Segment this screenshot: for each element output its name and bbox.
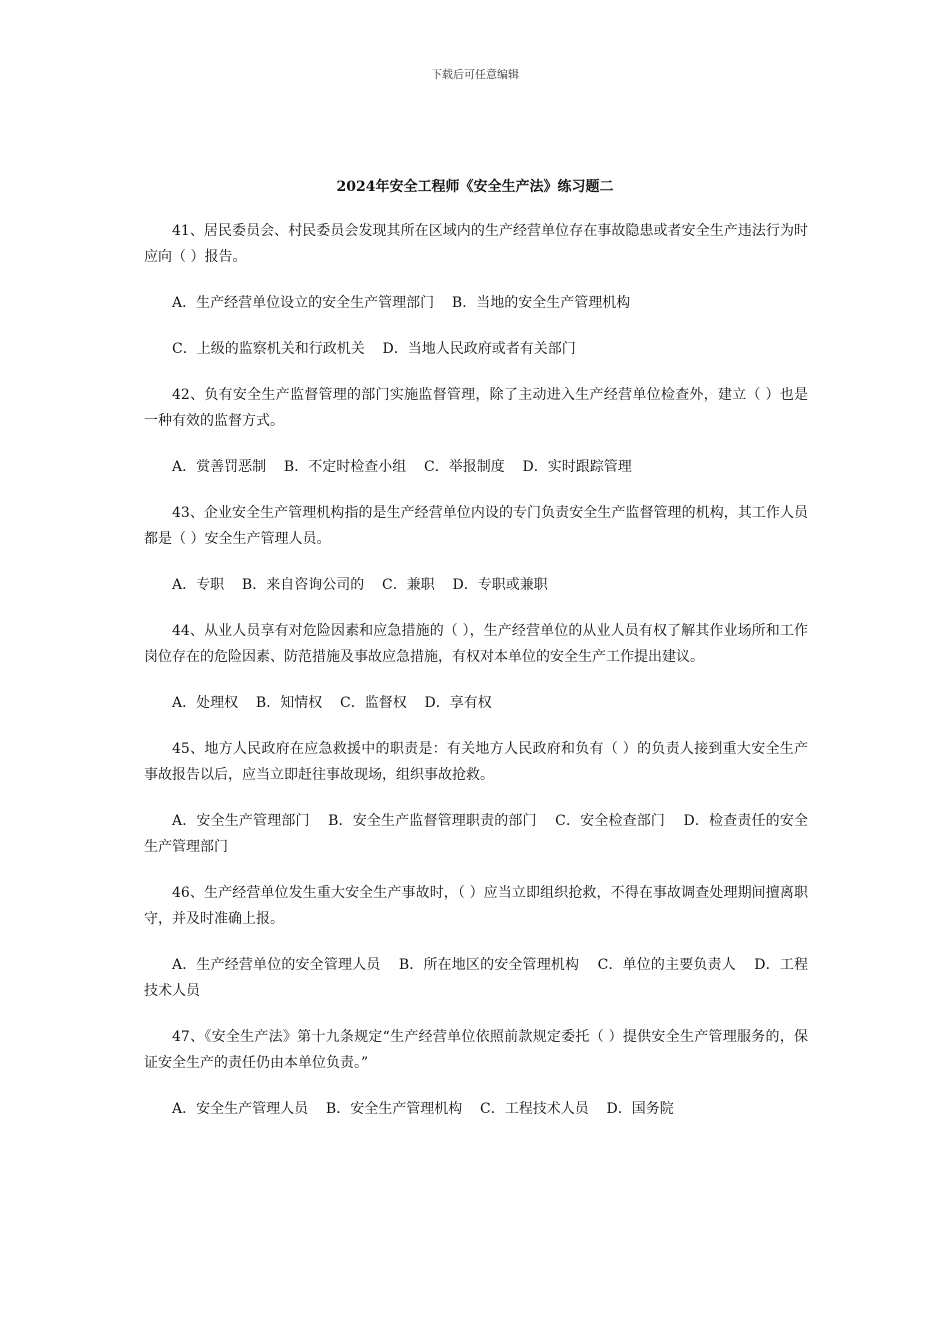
question-42-stem: 42、负有安全生产监督管理的部门实施监督管理，除了主动进入生产经营单位检查外，建立（ ）也是一种有效的监督方式。 [144, 387, 808, 429]
question-42-options: A．赏善罚恶制 B．不定时检查小组 C．举报制度 D．实时跟踪管理 [172, 459, 632, 475]
question-41-stem: 41、居民委员会、村民委员会发现其所在区域内的生产经营单位存在事故隐患或者安全生产违法行为时应向（ ）报告。 [144, 223, 808, 265]
question-47-options: A．安全生产管理人员 B．安全生产管理机构 C．工程技术人员 D．国务院 [172, 1101, 674, 1117]
document-title: 2024年安全工程师《安全生产法》练习题二 [336, 179, 614, 195]
question-45-stem: 45、地方人民政府在应急救援中的职责是：有关地方人民政府和负有（ ）的负责人接到重大安全生产事故报告以后，应当立即赶往事故现场，组织事故抢救。 [144, 741, 808, 783]
question-46-options: A．生产经营单位的安全管理人员 B．所在地区的安全管理机构 C．单位的主要负责人 D．工程技术人员 [144, 957, 808, 999]
question-43-stem: 43、企业安全生产管理机构指的是生产经营单位内设的专门负责安全生产监督管理的机构，其工作人员都是（ ）安全生产管理人员。 [144, 505, 808, 547]
question-41-options-cd: C．上级的监察机关和行政机关 D．当地人民政府或者有关部门 [172, 341, 576, 357]
question-47-stem: 47、《安全生产法》第十九条规定“生产经营单位依照前款规定委托（ ）提供安全生产管理服务的，保证安全生产的责任仍由本单位负责。” [144, 1029, 808, 1071]
question-45-options: A．安全生产管理部门 B．安全生产监督管理职责的部门 C．安全检查部门 D．检查责任的安全生产管理部门 [144, 813, 808, 855]
page-header-note: 下载后可任意编辑 [431, 68, 519, 81]
question-41-options-ab: A．生产经营单位设立的安全生产管理部门 B．当地的安全生产管理机构 [172, 295, 631, 311]
question-44-stem: 44、从业人员享有对危险因素和应急措施的（ ），生产经营单位的从业人员有权了解其作业场所和工作岗位存在的危险因素、防范措施及事故应急措施，有权对本单位的安全生产工作提出建议。 [144, 623, 808, 665]
question-46-stem: 46、生产经营单位发生重大安全生产事故时，（ ）应当立即组织抢救，不得在事故调查处理期间擅离职守，并及时准确上报。 [144, 885, 808, 927]
question-list [144, 218, 808, 1142]
question-44-options: A．处理权 B．知情权 C．监督权 D．享有权 [172, 695, 492, 711]
question-43-options: A．专职 B．来自咨询公司的 C．兼职 D．专职或兼职 [172, 577, 548, 593]
